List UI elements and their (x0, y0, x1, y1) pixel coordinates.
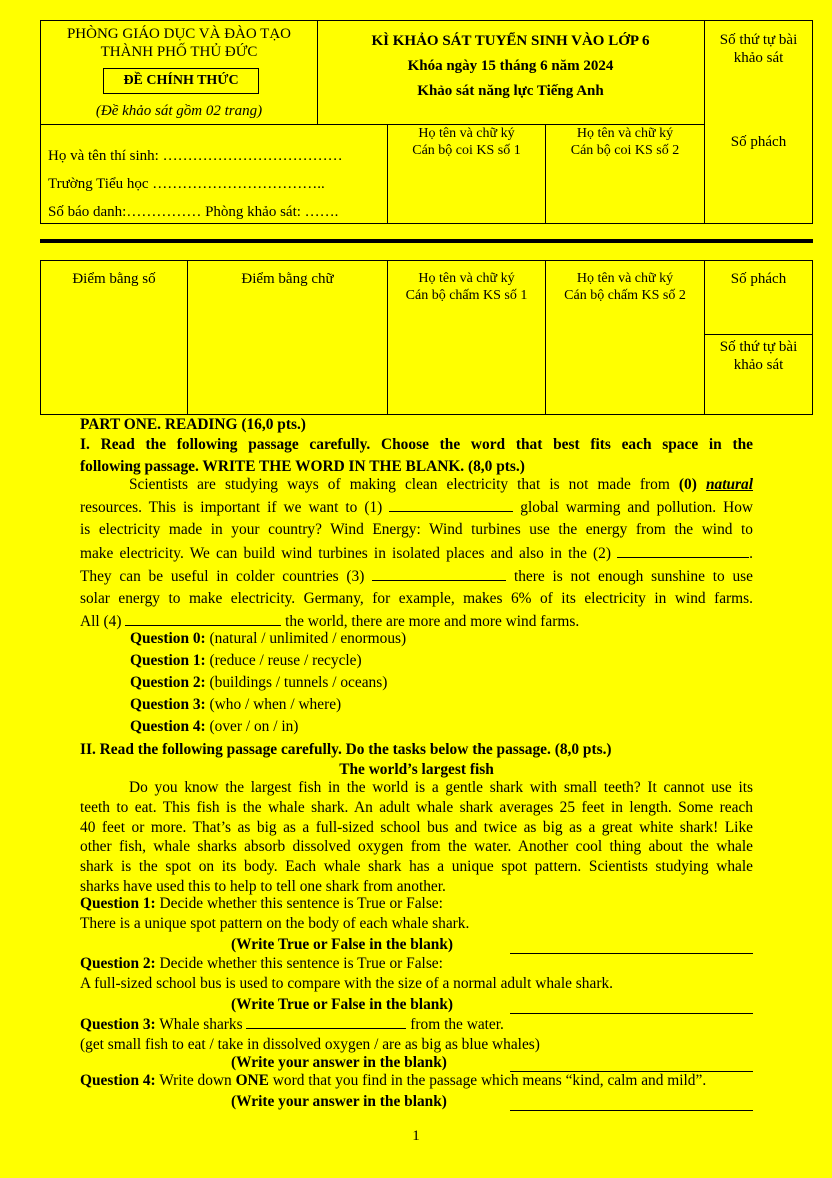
blank-4[interactable] (125, 610, 281, 626)
score-right-split (704, 334, 813, 335)
passage-1-line-2-text-a: resources. This is important if we want to (1) (80, 499, 390, 517)
passage-2-line-5: shark is the spot on its body. Each whale shark has a unique spot pattern. Scientists studying whale (80, 858, 753, 876)
order-number-label (705, 31, 812, 67)
reading-question-1 (80, 894, 469, 934)
reading-q1-label: Question 1: (80, 895, 156, 912)
school-field[interactable]: Trường Tiểu học …………………………….. (48, 176, 325, 192)
order-label-line-1: Số thứ tự bài (719, 32, 798, 48)
section-1-heading-line-2: following passage. WRITE THE WORD IN THE BLANK. (8,0 pts.) (80, 458, 525, 476)
score-number-label: Điểm bằng số (72, 271, 156, 287)
reading-q4-instruction: (Write your answer in the blank) (231, 1093, 447, 1110)
exam-title-line: KÌ KHẢO SÁT TUYỂN SINH VÀO LỚP 6 (371, 33, 650, 49)
grader-2-line-1: Họ tên và chữ ký (576, 271, 674, 286)
question-2-options: (buildings / tunnels / oceans) (205, 674, 388, 691)
passage-1-line-4-text-a: make electricity. We can build wind turbines in isolated places and also in the (2) (80, 544, 618, 562)
passage-2-line-2: teeth to eat. This fish is the whale shark. An adult whale shark averages 25 feet in length. Some reach (80, 798, 753, 816)
proctor-1-label (388, 125, 545, 159)
part-one-title: PART ONE. READING (16,0 pts.) (80, 416, 306, 433)
code-label-bottom: Số phách (730, 271, 787, 287)
grader-2-line-2: Cán bộ chấm KS số 2 (564, 288, 686, 303)
grader-1-line-2: Cán bộ chấm KS số 1 (405, 288, 528, 303)
order-label-line-2: khảo sát (733, 50, 784, 66)
candidate-id-field[interactable]: Số báo danh:…………… Phòng khảo sát: ……. (48, 204, 339, 220)
grader-1-line-1: Họ tên và chữ ký (418, 271, 515, 286)
student-info (48, 142, 386, 226)
question-0-options: (natural / unlimited / enormous) (205, 630, 407, 647)
passage-1-line-5 (80, 565, 753, 588)
reading-q3-options: (get small fish to eat / take in dissolved oxygen / are as big as blue whales) (80, 1036, 540, 1053)
passage-2-line-6: sharks have used this to help to tell one shark from another. (80, 877, 446, 895)
proctor-1-line-1: Họ tên và chữ ký (418, 126, 515, 141)
reading-q3-blank[interactable] (246, 1013, 406, 1029)
question-1-label: Question 1: (130, 652, 206, 669)
grader-2-label (546, 270, 704, 304)
section-2-heading: II. Read the following passage carefully. Do the tasks below the passage. (8,0 pts.) (80, 741, 612, 758)
question-3-label: Question 3: (130, 696, 206, 713)
reading-question-3 (80, 1013, 540, 1055)
question-2-label: Question 2: (130, 674, 206, 691)
code-label-top: Số phách (730, 134, 787, 150)
passage-2-line-3: 40 feet or more. That’s as big as a full-sized school bus and twice as big as a great white shark! Like (80, 818, 753, 836)
passage-2-line-1: Do you know the largest fish in the world is a gentle shark with small teeth? It cannot use its (129, 779, 753, 796)
order-bottom-line-2: khảo sát (733, 357, 784, 373)
passage-1-line-5-text-a: They can be useful in colder countries (3) (80, 567, 373, 585)
reading-q1-statement: There is a unique spot pattern on the body of each whale shark. (80, 915, 470, 932)
reading-question-4 (80, 1071, 706, 1091)
question-0-label: Question 0: (130, 630, 206, 647)
reading-q3-instruction: (Write your answer in the blank) (231, 1054, 447, 1071)
passage-1-line-1 (80, 474, 753, 496)
reading-q1-text: Decide whether this sentence is True or False: (155, 895, 443, 912)
reading-q4-one: ONE (235, 1072, 269, 1089)
reading-q2-answer-line[interactable] (510, 1013, 753, 1014)
question-1-options: (reduce / reuse / recycle) (205, 652, 362, 669)
proctor-2-line-2: Cán bộ coi KS số 2 (570, 143, 680, 158)
official-label: ĐỀ CHÍNH THỨC (103, 68, 259, 94)
exam-date: Khóa ngày 15 tháng 6 năm 2024 (407, 58, 614, 74)
question-3-options: (who / when / where) (205, 696, 342, 713)
grader-1-label (388, 270, 545, 304)
order-bottom-line-1: Số thứ tự bài (719, 339, 798, 355)
reading-q1-instruction: (Write True or False in the blank) (231, 936, 454, 953)
passage-1-line-3: is electricity made in your country? Wind Energy: Wind turbines use the energy from the wind to (80, 521, 753, 539)
student-name-field[interactable]: Họ và tên thí sinh: ……………………………… (48, 148, 343, 164)
question-1 (130, 650, 362, 672)
proctor-1-line-2: Cán bộ coi KS số 1 (412, 143, 521, 158)
page-number: 1 (412, 1128, 420, 1144)
blank-1[interactable] (389, 496, 513, 512)
dept-line-1: PHÒNG GIÁO DỤC VÀ ĐÀO TẠO (66, 26, 292, 42)
passage-1-line-4-text-b: . (749, 544, 753, 562)
passage-1-line-5-text-b: there is not enough sunshine to use (506, 567, 753, 585)
proctor-2-line-1: Họ tên và chữ ký (576, 126, 674, 141)
passage-1-line-2 (80, 496, 753, 519)
question-4-label: Question 4: (130, 718, 206, 735)
reading-q4-label: Question 4: (80, 1072, 156, 1089)
exam-title (318, 29, 703, 104)
reading-q4-answer-line[interactable] (510, 1110, 753, 1111)
cut-line (40, 239, 813, 243)
question-3 (130, 694, 341, 716)
example-number: (0) (678, 476, 697, 493)
passage-1-line-1-text: Scientists are studying ways of making clean electricity that is not made from (129, 476, 679, 493)
score-words-label: Điểm bằng chữ (241, 271, 334, 287)
passage-1 (80, 474, 753, 633)
blank-3[interactable] (372, 565, 506, 581)
reading-q4-text-b: word that you find in the passage which means “kind, calm and mild”. (268, 1072, 707, 1089)
passage-1-line-2-text-b: global warming and pollution. How (513, 499, 753, 517)
reading-q2-text: Decide whether this sentence is True or False: (155, 955, 443, 972)
reading-q2-instruction: (Write True or False in the blank) (231, 996, 454, 1013)
section-1-heading (80, 434, 753, 478)
reading-q3-label: Question 3: (80, 1016, 156, 1033)
passage-1-line-6: solar energy to make electricity. Germany, for example, makes 6% of its electricity in wind farms. (80, 590, 753, 608)
section-1-heading-line-1: I. Read the following passage carefully. Choose the word that best fits each space in the (80, 436, 753, 453)
reading-q2-statement: A full-sized school bus is used to compare with the size of a normal adult whale shark. (80, 975, 613, 992)
example-answer: natural (705, 476, 753, 493)
department-name (42, 25, 316, 61)
order-label-bottom (705, 338, 812, 374)
passage-2 (80, 778, 753, 897)
blank-2[interactable] (617, 542, 749, 558)
passage-1-line-7-text-b: the world, there are more and more wind farms. (281, 613, 580, 631)
question-4-options: (over / on / in) (205, 718, 299, 735)
passage-1-line-7-text-a: All (4) (80, 613, 126, 631)
passage-1-line-4 (80, 542, 753, 565)
reading-q4-text-a: Write down (155, 1072, 236, 1089)
question-4 (130, 716, 298, 738)
reading-question-2 (80, 954, 613, 994)
reading-q2-label: Question 2: (80, 955, 156, 972)
proctor-2-label (546, 125, 704, 159)
reading-q3-text-b: from the water. (406, 1016, 504, 1033)
reading-q3-text-a: Whale sharks (155, 1016, 247, 1033)
question-0 (130, 628, 406, 650)
dept-line-2: THÀNH PHỐ THỦ ĐỨC (100, 44, 258, 60)
question-2 (130, 672, 387, 694)
section-2-title: The world’s largest fish (339, 761, 494, 778)
exam-subject: Khảo sát năng lực Tiếng Anh (417, 83, 604, 99)
passage-2-line-4: other fish, whale sharks absorb dissolved oxygen from the water. Another cool thing about the whale (80, 838, 753, 856)
pages-note: (Đề khảo sát gồm 02 trang) (95, 103, 263, 119)
